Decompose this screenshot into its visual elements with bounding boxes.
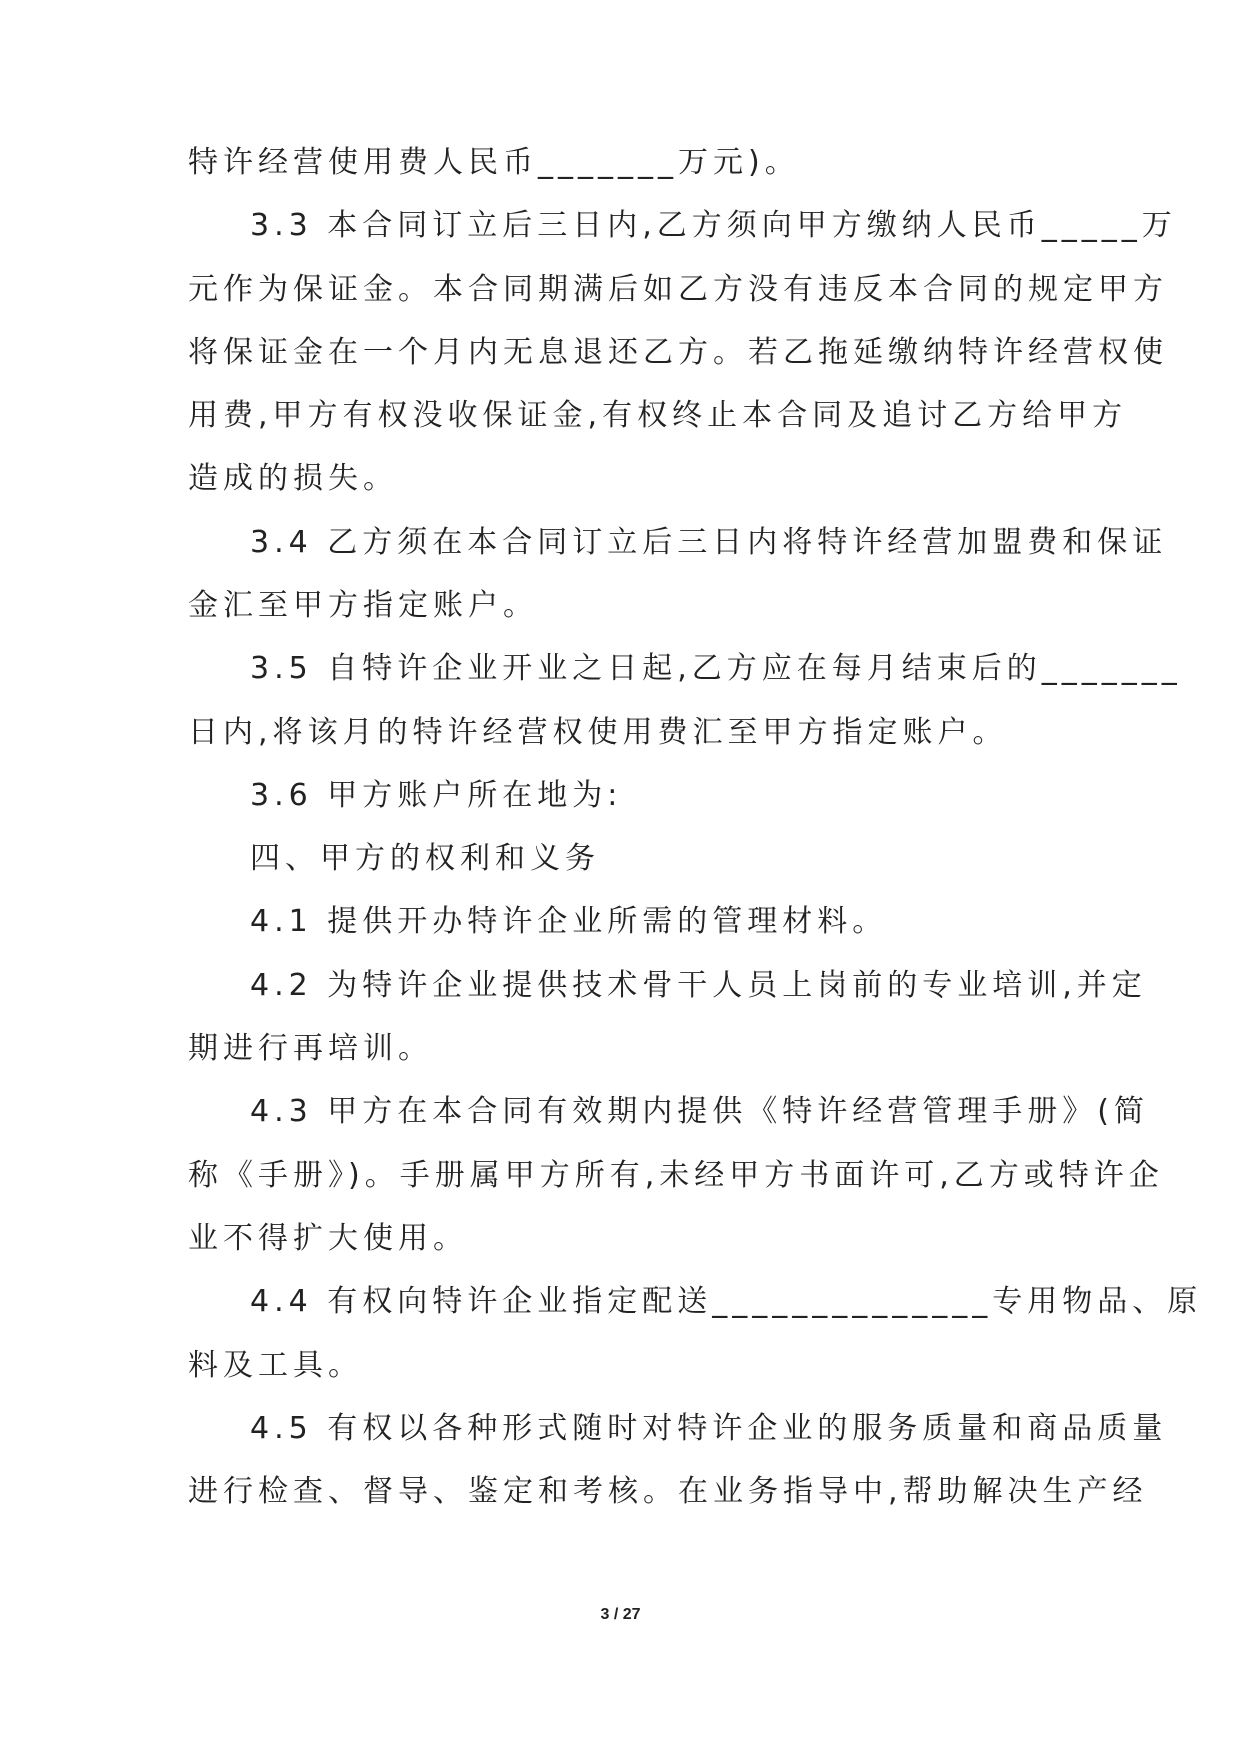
text-line: 金汇至甲方指定账户。	[188, 588, 538, 623]
text-line: 用费,甲方有权没收保证金,有权终止本合同及追讨乙方给甲方	[188, 398, 1128, 433]
text-line: 特许经营使用费人民币_______万元)。	[188, 145, 800, 180]
page-number: 3 / 27	[600, 1606, 641, 1623]
text-line: 元作为保证金。本合同期满后如乙方没有违反本合同的规定甲方	[188, 272, 1168, 307]
text-line: 日内,将该月的特许经营权使用费汇至甲方指定账户。	[188, 715, 1008, 750]
text-line: 期进行再培训。	[188, 1031, 433, 1066]
text-line: 将保证金在一个月内无息退还乙方。若乙拖延缴纳特许经营权使	[188, 335, 1168, 370]
text-line: 料及工具。	[188, 1348, 363, 1383]
text-line: 4.1 提供开办特许企业所需的管理材料。	[250, 904, 888, 939]
text-line: 3.3 本合同订立后三日内,乙方须向甲方缴纳人民币_____万	[250, 208, 1177, 243]
text-line: 4.2 为特许企业提供技术骨干人员上岗前的专业培训,并定	[250, 968, 1147, 1003]
text-line: 4.4 有权向特许企业指定配送______________专用物品、原	[250, 1284, 1203, 1319]
text-line: 业不得扩大使用。	[188, 1221, 468, 1256]
text-line: 4.3 甲方在本合同有效期内提供《特许经营管理手册》(简	[250, 1094, 1149, 1129]
text-line: 3.6 甲方账户所在地为:	[250, 778, 623, 813]
text-line: 3.4 乙方须在本合同订立后三日内将特许经营加盟费和保证	[250, 525, 1168, 560]
text-line: 4.5 有权以各种形式随时对特许企业的服务质量和商品质量	[250, 1411, 1168, 1446]
text-line: 造成的损失。	[188, 461, 398, 496]
section-heading: 四、甲方的权利和义务	[250, 841, 600, 876]
text-line: 3.5 自特许企业开业之日起,乙方应在每月结束后的_______	[250, 651, 1182, 686]
text-line: 进行检查、督导、鉴定和考核。在业务指导中,帮助解决生产经	[188, 1474, 1148, 1509]
text-line: 称《手册》)。手册属甲方所有,未经甲方书面许可,乙方或特许企	[188, 1158, 1164, 1193]
